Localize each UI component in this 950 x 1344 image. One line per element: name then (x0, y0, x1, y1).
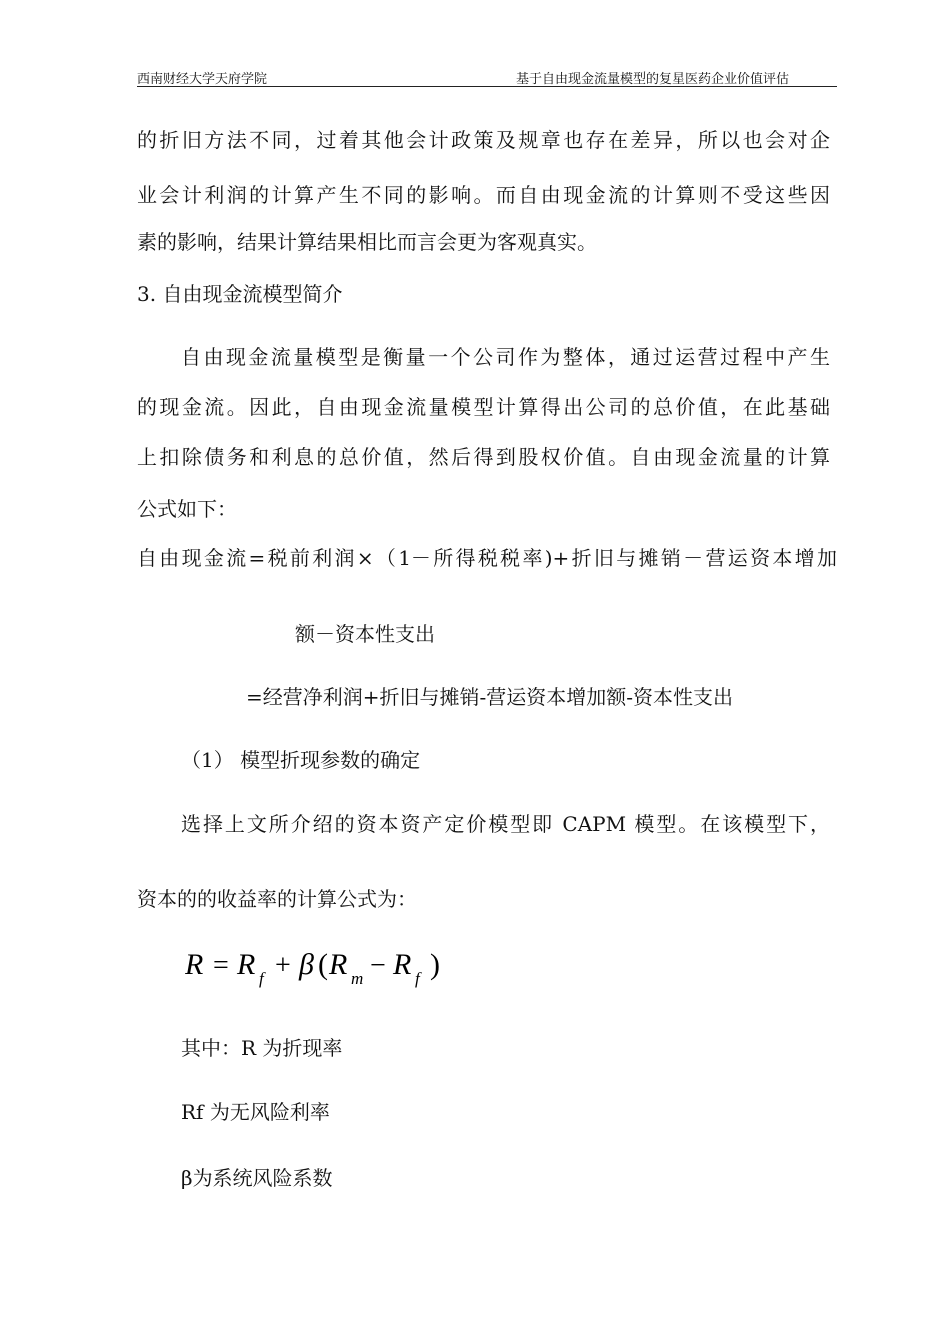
capm-formula (185, 944, 465, 990)
formula-f2-subscript: f (415, 969, 420, 988)
formula-right-paren: ) (430, 948, 440, 981)
header-title: 基于自由现金流量模型的复星医药企业价值评估 (515, 72, 789, 87)
formula-Rm: R (329, 948, 348, 981)
paragraph-line: 素的影响，结果计算结果相比而言会更为客观真实。 (137, 230, 597, 254)
formula-minus: − (370, 950, 386, 981)
subsection-heading: （1） 模型折现参数的确定 (181, 748, 421, 772)
definition-line: 其中：R 为折现率 (181, 1036, 343, 1060)
paragraph-line: 资本的的收益率的计算公式为： (137, 887, 417, 911)
formula-Rf: R (237, 948, 256, 981)
paragraph-line: 业会计利润的计算产生不同的影响。而自由现金流的计算则不受这些因 (137, 183, 830, 207)
paragraph-line: 的折旧方法不同，过着其他会计政策及规章也存在差异，所以也会对企 (137, 128, 830, 152)
formula-text-line: =经营净利润+折旧与摊销-营运资本增加额-资本性支出 (246, 685, 734, 709)
formula-left-paren: ( (318, 948, 328, 981)
formula-text-line: 自由现金流=税前利润×（1－所得税税率)+折旧与摊销－营运资本增加 (137, 546, 837, 570)
paragraph-line: 公式如下： (137, 497, 237, 521)
formula-f-subscript: f (259, 969, 264, 988)
definition-line: β为系统风险系数 (181, 1166, 333, 1190)
formula-Rf2: R (393, 948, 412, 981)
section-heading: 3. 自由现金流模型简介 (137, 282, 343, 306)
formula-R: R (185, 948, 204, 981)
paragraph-line: 的现金流。因此，自由现金流量模型计算得出公司的总价值，在此基础 (137, 395, 830, 419)
capm-formula-svg (185, 944, 465, 990)
paragraph-line: 选择上文所介绍的资本资产定价模型即 CAPM 模型。在该模型下， (181, 812, 830, 836)
formula-m-subscript: m (351, 969, 364, 988)
formula-beta: β (299, 948, 314, 981)
formula-text-line: 额－资本性支出 (295, 622, 435, 646)
paragraph-line: 自由现金流量模型是衡量一个公司作为整体，通过运营过程中产生 (181, 345, 830, 369)
page-header (137, 66, 837, 87)
definition-line: Rf 为无风险利率 (181, 1100, 330, 1124)
formula-plus: + (275, 950, 291, 981)
paragraph-line: 上扣除债务和利息的总价值，然后得到股权价值。自由现金流量的计算 (137, 445, 830, 469)
formula-equals: = (213, 950, 229, 981)
header-school: 西南财经大学天府学院 (137, 72, 268, 87)
